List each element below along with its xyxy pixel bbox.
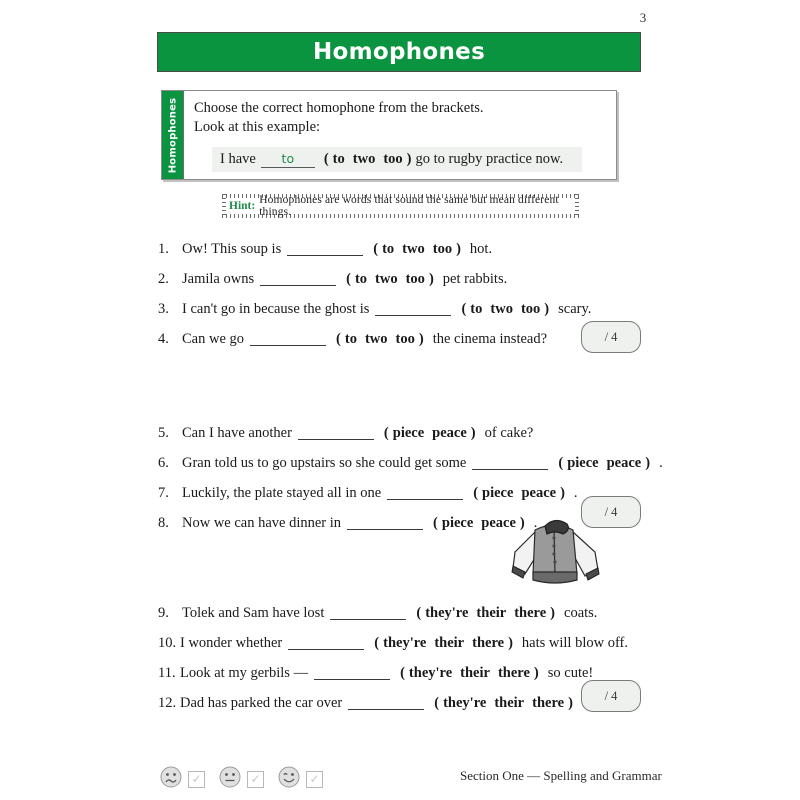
question-text-after: of cake? bbox=[484, 424, 534, 441]
answer-blank[interactable] bbox=[314, 666, 390, 680]
question-text-before: Luckily, the plate stayed all in one bbox=[182, 484, 382, 501]
question-text-after: . bbox=[533, 514, 538, 531]
homophone-option: their bbox=[476, 604, 507, 621]
homophone-options: ( they're their there ) bbox=[434, 694, 573, 711]
question-number: 2. bbox=[158, 270, 169, 287]
homophone-option: to bbox=[354, 270, 368, 287]
question-row bbox=[158, 598, 718, 628]
question-number: 6. bbox=[158, 454, 169, 471]
homophone-options: ( to two too ) bbox=[336, 330, 424, 347]
example-post-text: go to rugby practice now. bbox=[415, 151, 564, 167]
homophone-option: they're bbox=[425, 604, 469, 621]
question-number: 9. bbox=[158, 604, 169, 621]
example-option: two bbox=[352, 151, 376, 167]
question-text-before: Ow! This soup is bbox=[182, 240, 282, 257]
question-row bbox=[158, 418, 718, 448]
question-text-before: I wonder whether bbox=[180, 634, 283, 651]
question-number: 4. bbox=[158, 330, 169, 347]
homophone-options: ( to two too ) bbox=[346, 270, 434, 287]
smiley-checkbox[interactable]: ✓ bbox=[247, 771, 264, 788]
answer-blank[interactable] bbox=[472, 456, 548, 470]
section-tab bbox=[162, 91, 184, 179]
answer-blank[interactable] bbox=[348, 696, 424, 710]
homophone-option: peace bbox=[521, 484, 557, 501]
homophone-option: to bbox=[382, 240, 395, 257]
question-text-before: Can I have another bbox=[182, 424, 292, 441]
question-text-after: . bbox=[573, 484, 578, 501]
question-row bbox=[158, 628, 718, 658]
homophone-option: too bbox=[395, 330, 415, 347]
question-row bbox=[158, 234, 718, 264]
homophone-option: peace bbox=[432, 424, 467, 441]
example-pre-text: I have bbox=[220, 151, 256, 167]
question-number: 3. bbox=[158, 300, 169, 317]
instruction-box bbox=[161, 90, 617, 180]
answer-blank[interactable] bbox=[250, 332, 326, 346]
hint-text: Homophones are words that sound the same but mean different things. bbox=[259, 194, 559, 218]
homophone-option: there bbox=[514, 604, 547, 621]
homophone-option: to bbox=[470, 300, 483, 317]
question-text-after: pet rabbits. bbox=[442, 270, 508, 287]
happy-wink-face-icon bbox=[278, 766, 300, 793]
question-text-after: hot. bbox=[469, 240, 493, 257]
score-box[interactable]: / 4 bbox=[581, 496, 641, 528]
homophone-options: ( they're their there ) bbox=[374, 634, 513, 651]
homophone-option: piece bbox=[441, 514, 474, 531]
question-text-after: scary. bbox=[558, 300, 592, 317]
question-text-before: Now we can have dinner in bbox=[182, 514, 342, 531]
answer-blank[interactable] bbox=[260, 272, 336, 286]
question-text-before: Dad has parked the car over bbox=[180, 694, 343, 711]
question-text-before: Look at my gerbils — bbox=[180, 664, 309, 681]
example-option: to bbox=[332, 151, 345, 167]
homophone-options: ( piece peace ) bbox=[558, 454, 651, 471]
instruction-line-1: Choose the correct homophone from the brackets. bbox=[194, 100, 484, 116]
answer-blank[interactable] bbox=[330, 606, 406, 620]
example-sentence bbox=[212, 147, 582, 172]
homophone-option: their bbox=[494, 694, 525, 711]
question-text-after: hats will blow off. bbox=[521, 634, 628, 651]
homophone-option: piece bbox=[392, 424, 425, 441]
homophone-options: ( to two too ) bbox=[461, 300, 550, 317]
question-text-after: so cute! bbox=[547, 664, 594, 681]
homophone-option: they're bbox=[383, 634, 427, 651]
instruction-body bbox=[194, 99, 608, 172]
neutral-face-icon bbox=[219, 766, 241, 793]
question-text-before: I can't go in because the ghost is bbox=[182, 300, 370, 317]
page-title: Homophones bbox=[312, 39, 486, 65]
homophone-option: there bbox=[532, 694, 565, 711]
question-row bbox=[158, 294, 718, 324]
question-text-before: Tolek and Sam have lost bbox=[182, 604, 325, 621]
section-tab-label: Homophones bbox=[167, 97, 178, 173]
page-footer bbox=[0, 758, 800, 800]
question-text-after: the cinema instead? bbox=[432, 330, 548, 347]
answer-blank[interactable] bbox=[298, 426, 374, 440]
question-row bbox=[158, 448, 718, 478]
question-number: 5. bbox=[158, 424, 169, 441]
homophone-option: their bbox=[434, 634, 465, 651]
answer-blank[interactable] bbox=[347, 516, 423, 530]
homophone-option: two bbox=[402, 240, 425, 257]
question-number: 10. bbox=[158, 634, 177, 651]
score-box[interactable]: / 4 bbox=[581, 321, 641, 353]
homophone-options: ( piece peace ) bbox=[383, 424, 476, 441]
smiley-checkbox-unit bbox=[278, 766, 323, 793]
page-number: 3 bbox=[639, 10, 647, 25]
question-text-after: . bbox=[659, 454, 663, 471]
homophone-option: their bbox=[460, 664, 490, 681]
homophone-option: there bbox=[472, 634, 505, 651]
homophone-option: too bbox=[520, 300, 541, 317]
homophone-option: piece bbox=[567, 454, 599, 471]
homophone-options: ( piece peace ) bbox=[473, 484, 565, 501]
smiley-checkbox[interactable]: ✓ bbox=[306, 771, 323, 788]
homophone-option: they're bbox=[408, 664, 453, 681]
homophone-option: two bbox=[364, 330, 388, 347]
question-text-before: Gran told us to go upstairs so she could get some bbox=[182, 454, 467, 471]
jacket-illustration bbox=[505, 512, 605, 592]
question-number: 8. bbox=[158, 514, 169, 531]
question-row bbox=[158, 264, 718, 294]
smiley-checkbox-unit bbox=[160, 766, 205, 793]
homophone-option: peace bbox=[606, 454, 642, 471]
homophone-option: there bbox=[497, 664, 530, 681]
homophone-option: piece bbox=[482, 484, 514, 501]
hint-box bbox=[222, 194, 579, 218]
self-assessment-smileys bbox=[160, 766, 337, 793]
homophone-option: too bbox=[405, 270, 425, 287]
homophone-option: too bbox=[432, 240, 453, 257]
homophone-options: ( piece peace ) bbox=[433, 514, 525, 531]
question-text-before: Jamila owns bbox=[182, 270, 255, 287]
question-text-after: coats. bbox=[564, 604, 598, 621]
page-title-banner bbox=[157, 32, 641, 72]
answer-blank[interactable] bbox=[288, 636, 364, 650]
homophone-options: ( they're their there ) bbox=[416, 604, 556, 621]
footer-section-text: Section One — Spelling and Grammar bbox=[460, 768, 662, 783]
homophone-options: ( to two too ) bbox=[373, 240, 461, 257]
question-number: 1. bbox=[158, 240, 169, 257]
answer-blank[interactable] bbox=[387, 486, 463, 500]
question-number: 11. bbox=[158, 664, 176, 681]
score-box[interactable]: / 4 bbox=[581, 680, 641, 712]
homophone-option: to bbox=[344, 330, 357, 347]
smiley-checkbox-unit bbox=[219, 766, 264, 793]
question-number: 12. bbox=[158, 694, 177, 711]
hint-label: Hint: bbox=[229, 200, 256, 212]
smiley-checkbox[interactable]: ✓ bbox=[188, 771, 205, 788]
answer-blank[interactable] bbox=[287, 242, 363, 256]
homophone-option: two bbox=[375, 270, 398, 287]
question-text-before: Can we go bbox=[182, 330, 245, 347]
homophone-options: ( they're their there ) bbox=[400, 664, 539, 681]
example-answer: to bbox=[261, 151, 315, 168]
homophone-option: they're bbox=[443, 694, 487, 711]
answer-blank[interactable] bbox=[375, 302, 451, 316]
sad-face-icon bbox=[160, 766, 182, 793]
homophone-option: peace bbox=[481, 514, 516, 531]
question-number: 7. bbox=[158, 484, 169, 501]
example-options: ( to two too ) bbox=[323, 151, 412, 167]
instruction-line-2: Look at this example: bbox=[194, 119, 321, 135]
homophone-option: two bbox=[490, 300, 513, 317]
example-option: too bbox=[383, 151, 403, 167]
